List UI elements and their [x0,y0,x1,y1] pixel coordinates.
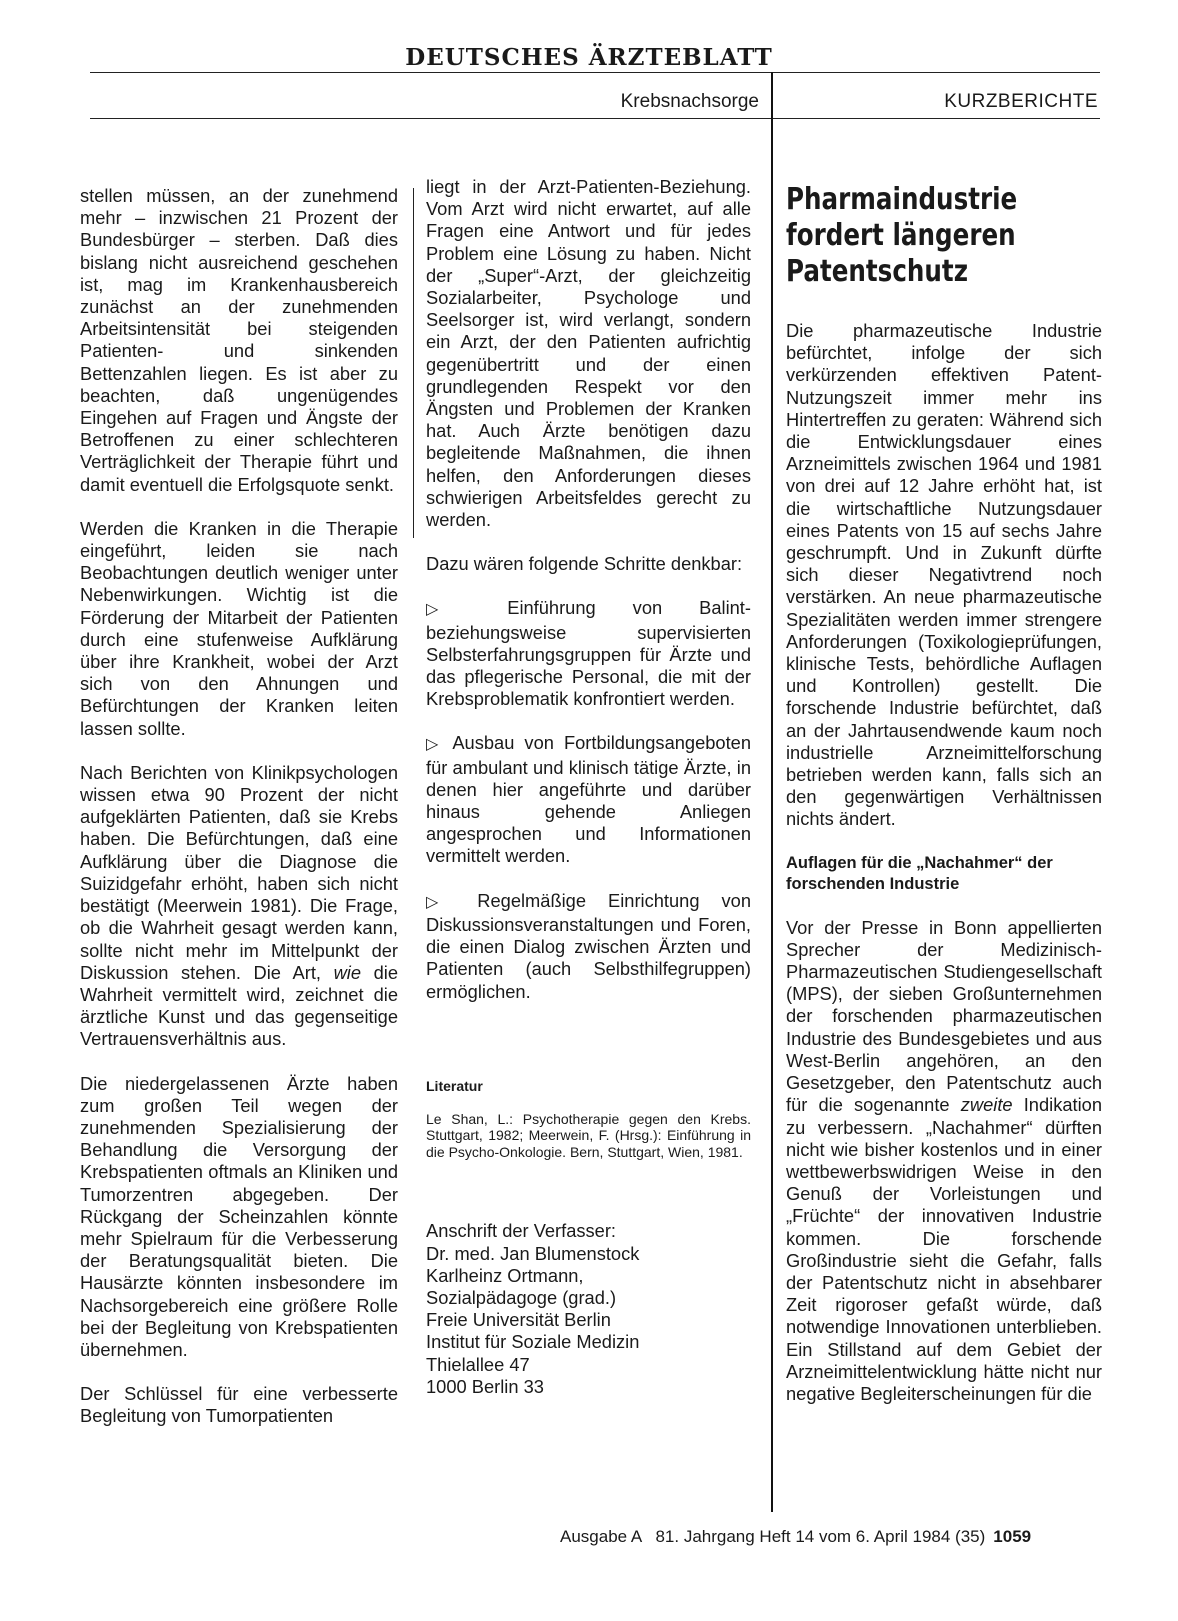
page-footer [560,1527,1031,1547]
section-rule [90,118,1100,119]
emphasis: zweite [960,1094,1013,1116]
article-headline: Pharmaindustrie fordert längeren Patentschutz [786,182,1018,289]
bullet-item: ▷ Regelmäßige Einrichtung von Diskussionsveranstaltungen und Foren, die einen Dialog zwischen Ärzten und Patienten (auch Selbsthilfegruppen) ermöglichen. [426,889,751,1002]
literature-text: Le Shan, L.: Psychotherapie gegen den Krebs. Stuttgart, 1982; Meerwein, F. (Hrsg.): Einführung in die Psycho-Onkologie. Bern, Stuttgart, Wien, 1981. [426,1110,751,1160]
triangle-bullet-icon: ▷ [426,893,456,911]
section-label-right: KURZBERICHTE [944,91,1098,112]
column-divider-main [771,72,773,1512]
paragraph: Vor der Presse in Bonn appellierten Sprecher der Medizinisch-Pharmazeutischen Studiengesellschaft (MPS), der sieben Großunternehmen der forschenden pharmazeutischen Industrie des Bundesgebietes und aus West-Berlin angehören, an den Gesetzgeber, den Patentschutz auch für die sogenannte zweite Indikation zu verbessern. „Nachahmer“ dürften nicht wie bisher kostenlos und in einer wettbewerbswidrigen Weise in den Genuß der Vorleistungen und „Früchte“ der innovativen Industrie kommen. Die forschende Großindustrie sieht die Gefahr, falls der Patentschutz nicht in absehbarer Zeit rigoroser gefaßt würde, daß notwendige Innovationen unterblieben. Ein Stillstand auf dem Gebiet der Arzneimittelentwicklung hätte nicht nur negative Begleiterscheinungen für die [786,916,1102,1404]
paragraph: Der Schlüssel für eine verbesserte Begleitung von Tumorpatienten [80,1383,398,1427]
column-divider-left [413,188,414,538]
top-rule [90,72,1100,73]
bullet-item: ▷ Ausbau von Fortbildungsangeboten für ambulant und klinisch tätige Ärzte, in denen hier angeführte und darüber hinaus gehende Anliegen angesprochen und Informationen vermittelt werden. [426,732,751,867]
paragraph: Werden die Kranken in die Therapie eingeführt, leiden sie nach Beobachtungen deutlich weniger unter Nebenwirkungen. Wichtig ist die Förderung der Mitarbeit der Patienten durch eine stufenweise Aufklärung über ihre Krankheit, wobei der Arzt sich von den Ahnungen und Befürchtungen der Kranken leiten lassen sollte. [80,517,398,739]
author-address: Anschrift der Verfasser: Dr. med. Jan Blumenstock Karlheinz Ortmann, Sozialpädagoge (grad.) Freie Universität Berlin Institut für Soziale Medizin Thielallee 47 1000 Berlin 33 [426,1220,640,1397]
triangle-bullet-icon: ▷ [426,736,444,754]
edition-info: Ausgabe A 81. Jahrgang Heft 14 vom 6. April 1984 (35) [560,1527,986,1546]
literature-heading: Literatur [426,1077,483,1094]
bullet-item: ▷ Einführung von Balint- beziehungsweise supervisierten Selbsterfahrungsgruppen für Ärzte und das pflegerische Personal, die mit der Krebsproblematik konfrontiert werden. [426,597,751,710]
paragraph: stellen müssen, an der zunehmend mehr – inzwischen 21 Prozent der Bundesbürger – sterben. Daß dies bislang nicht ausreichend geschehen ist, mag im Krankenhausbereich zunächst an der zunehmenden Arbeitsintensität bei steigenden Patienten- und sinkenden Bettenzahlen liegen. Es ist aber zu beachten, daß ungenügendes Eingehen auf Fragen und Ängste der Betroffenen zu einer schlechteren Verträglichkeit der Therapie führt und damit eventuell die Erfolgsquote senkt. [80,185,398,495]
paragraph: Die pharmazeutische Industrie befürchtet, infolge der sich verkürzenden effektiven Patent-Nutzungszeit immer mehr ins Hintertreffen zu geraten: Während sich die Entwicklungsdauer eines Arzneimittels zwischen 1964 und 1981 von drei auf 12 Jahre erhöht hat, ist die wirtschaftliche Nutzungsdauer eines Patents von 15 auf sechs Jahre geschrumpft. Und in Zukunft dürfte sich dieser Negativtrend noch verstärken. An neue pharmazeutische Spezialitäten werden immer strengere Anforderungen (Toxikologieprüfungen, klinische Tests, behördliche Auflagen und Kontrollen) gestellt. Die forschende Industrie befürchtet, daß an der Jahrtausendwende kaum noch industrielle Arzneimittelforschung betrieben werden kann, falls sich an den gegenwärtigen Verhältnissen nichts ändert. [786,320,1102,830]
paragraph: Die niedergelassenen Ärzte haben zum großen Teil wegen der zunehmenden Spezialisierung der Behandlung die Versorgung der Krebspatienten oftmals an Kliniken und Tumorzentren abgegeben. Der Rückgang der Scheinzahlen könnte mehr Spielraum für die Verbesserung der Beratungsqualität bieten. Die Hausärzte könnten insbesondere im Nachsorgebereich eine größere Rolle bei der Begleitung von Krebspatienten übernehmen. [80,1072,398,1360]
column-1 [80,185,398,1450]
column-3 [786,320,1102,1427]
emphasis: wie [333,961,361,983]
paragraph: Dazu wären folgende Schritte denkbar: [426,553,743,575]
section-label-left: Krebsnachsorge [620,91,759,112]
triangle-bullet-icon: ▷ [426,601,471,619]
paragraph: Nach Berichten von Klinikpsychologen wissen etwa 90 Prozent der nicht aufgeklärten Patienten, daß sie Krebs haben. Die Befürchtungen, daß eine Aufklärung über die Diagnose die Suizidgefahr erhöht, haben sich nicht bestätigt (Meerwein 1981). Die Frage, ob die Wahrheit gesagt werden kann, sollte nicht mehr im Mittelpunkt der Diskussion stehen. Die Art, wie die Wahrheit vermittelt wird, zeichnet die ärztliche Kunst und das gegenseitige Vertrauensverhältnis aus. [80,761,398,1050]
column-2 [426,176,751,1398]
paragraph: liegt in der Arzt-Patienten-Beziehung. Vom Arzt wird nicht erwartet, auf alle Fragen eine Antwort und für jedes Problem eine Lösung zu haben. Nicht der „Super“-Arzt, der gleichzeitig Sozialarbeiter, Psychologe und Seelsorger ist, wird verlangt, sondern ein Arzt, der den Patienten aufrichtig gegenübertritt und der einen grundlegenden Respekt vor den Ängsten und Problemen der Kranken hat. Auch Ärzte benötigen dazu begleitende Maßnahmen, die ihnen helfen, den Anforderungen dieses schwierigen Arbeitsfeldes gerecht zu werden. [426,176,751,531]
subheading: Auflagen für die „Nachahmer“ der forschenden Industrie [786,853,1053,893]
page-number: 1059 [993,1527,1032,1546]
masthead: DEUTSCHES ÄRZTEBLATT [405,44,773,71]
